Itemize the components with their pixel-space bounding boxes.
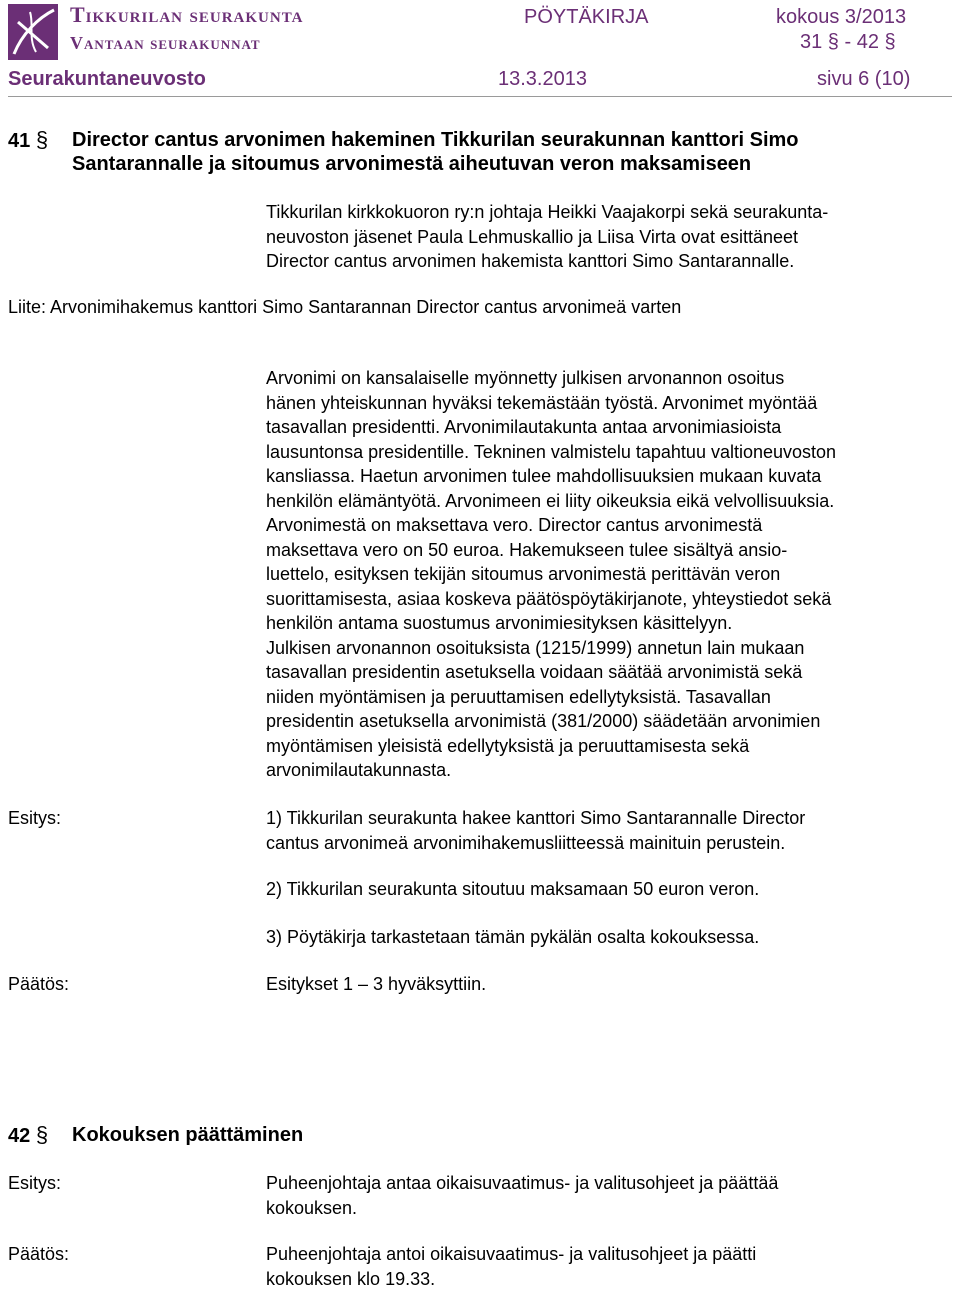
proposal-1: 1) Tikkurilan seurakunta hakee kanttori Simo Santarannalle Director cantus arvonimeä arvonimihakemusliitteessä mainituin perustein. [266, 808, 806, 853]
section-41-number: 41 § [8, 127, 49, 152]
section-42-decision: Puheenjohtaja antoi oikaisuvaatimus- ja valitusohjeet ja päätti kokouksen klo 19.33. [266, 1244, 757, 1289]
org-name-line2: Vantaan seurakunnat [70, 33, 261, 53]
church-cross-logo-icon [8, 4, 58, 60]
section-41-body: Arvonimi on kansalaiselle myönnetty julkisen arvonannon osoitus hänen yhteiskunnan hyväksi tekemästään työstä. Arvonimet myöntää tasavallan presidentti. Arvonimilautakunta antaa arvonimiasioista lausuntonsa presidentille. Tekninen valmistelu tapahtuu valtioneuvoston kansliassa. Haetun arvonimen tulee mahdollisuuksien mukaan kuvata henkilön elämäntyötä. Arvonimeen ei liity oikeuksia eikä velvollisuuksia. Arvonimestä on maksettava vero. Director cantus arvonimestä maksettava vero on 50 euroa. Hakemukseen tulee sisältyä ansio- luettelo, esityksen tekijän sitoumus arvonimestä perittävän veron suorittamisesta, asiaa koskeva päätöspöytäkirjanote, yhteystiedot sekä henkilön antama suostumus arvonimiesityksen käsittelyyn. Julkisen arvonannon osoituksista (1215/1999) annetun lain mukaan tasavallan presidentin asetuksella voidaan säätää arvonimistä sekä niiden myöntämisen ja peruuttamisen edellytyksistä. Tasavallan presidentin asetuksella arvonimistä (381/2000) säädetään arvonimien myöntämisen yleisistä edellytyksistä ja peruuttamisesta sekä arvonimilautakunnasta. [266, 368, 837, 780]
section-42-title: Kokouksen päättäminen [72, 1124, 304, 1146]
org-name-line1: Tikkurilan seurakunta [70, 2, 304, 27]
section-42-number: 42 § [8, 1122, 49, 1147]
proposal-3: 3) Pöytäkirja tarkastetaan tämän pykälän osalta kokouksessa. [266, 927, 760, 947]
decision-label: Päätös: [8, 974, 70, 994]
proposal-2: 2) Tikkurilan seurakunta sitoutuu maksamaan 50 euron veron. [266, 879, 760, 899]
decision-text: Esitykset 1 – 3 hyväksyttiin. [266, 974, 487, 994]
meeting-date: 13.3.2013 [498, 68, 587, 90]
section-41-intro: Tikkurilan kirkkokuoron ry:n johtaja Heikki Vaajakorpi sekä seurakunta- neuvoston jäsenet Paula Lehmuskallio ja Liisa Virta ovat esittäneet Director cantus arvonimen hakemista kanttori Simo Santarannalle. [266, 202, 829, 271]
section-41-title: Director cantus arvonimen hakeminen Tikkurilan seurakunnan kanttori Simo Santarannalle ja sitoumus arvonimestä aiheutuvan veron maksamiseen [72, 129, 799, 175]
section-42-proposal-label: Esitys: [8, 1173, 62, 1193]
meeting-number: kokous 3/2013 [776, 6, 907, 28]
proposal-label: Esitys: [8, 808, 62, 828]
section-42-decision-label: Päätös: [8, 1244, 70, 1264]
doc-type: PÖYTÄKIRJA [524, 6, 649, 28]
body-name: Seurakuntaneuvosto [8, 68, 206, 90]
page-number: sivu 6 (10) [817, 68, 911, 90]
attachment-reference: Liite: Arvonimihakemus kanttori Simo Santarannan Director cantus arvonimeä varten [8, 297, 682, 317]
header-divider [8, 96, 952, 97]
section-42-proposal: Puheenjohtaja antaa oikaisuvaatimus- ja valitusohjeet ja päättää kokouksen. [266, 1173, 779, 1218]
section-range: 31 § - 42 § [800, 31, 896, 53]
